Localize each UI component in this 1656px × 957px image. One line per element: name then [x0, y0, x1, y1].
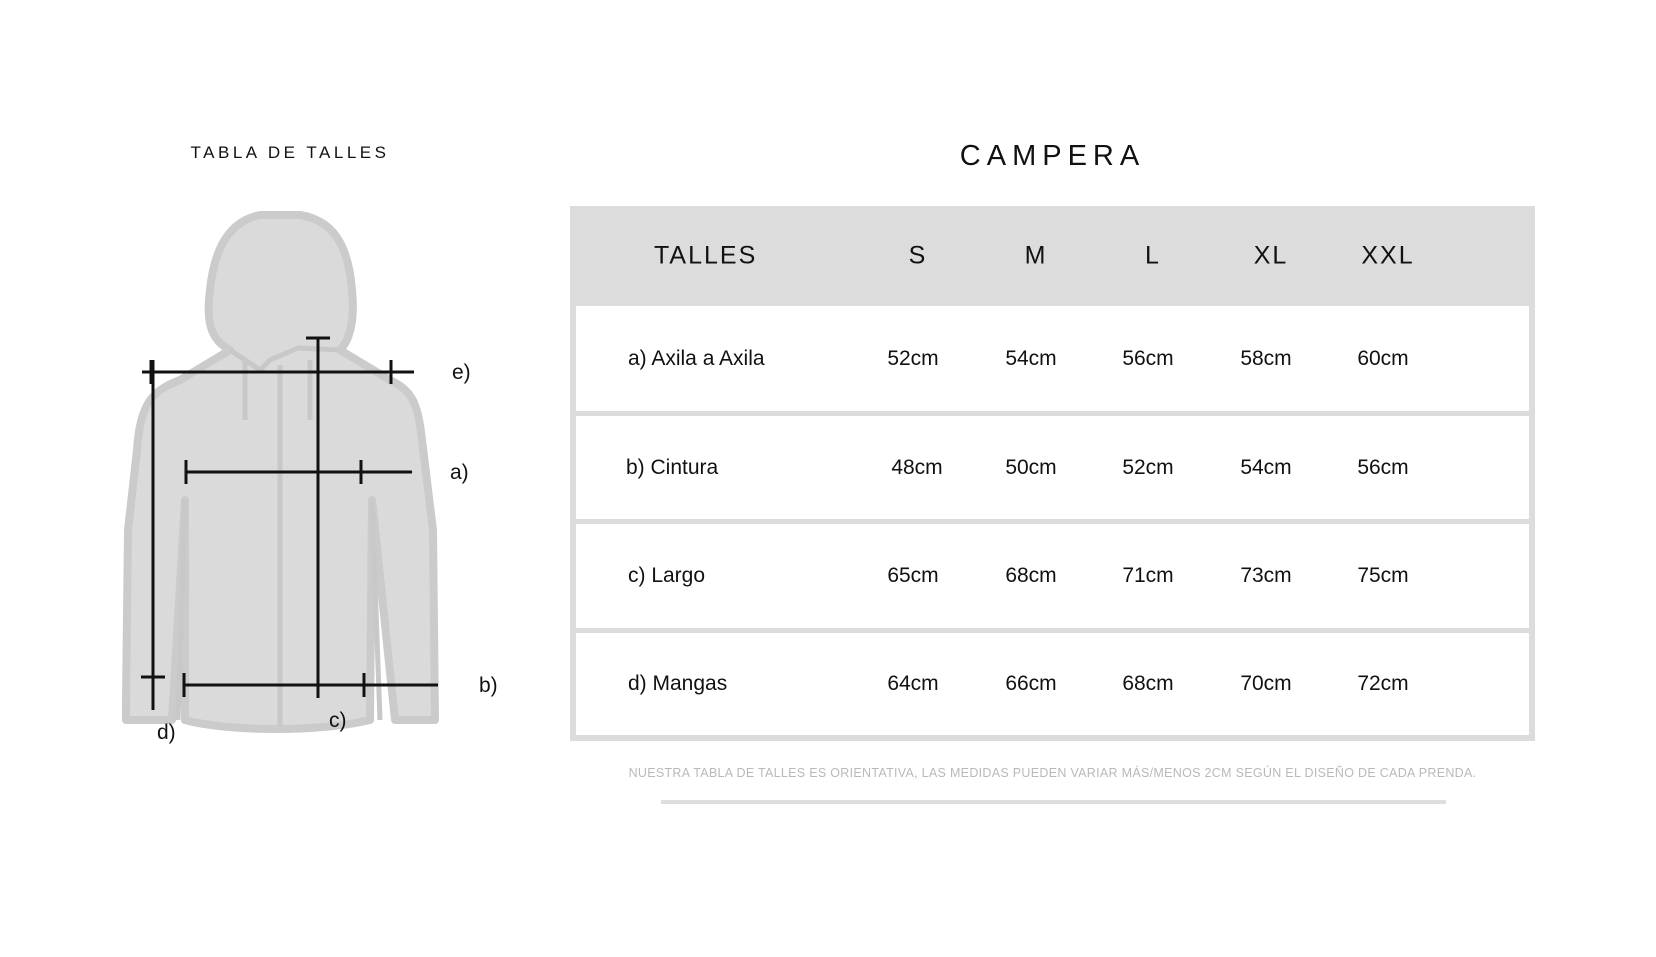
- row-label: a) Axila a Axila: [628, 346, 765, 370]
- row-value-s: 52cm: [887, 346, 939, 370]
- label-a: a): [450, 461, 469, 484]
- size-table: [570, 206, 1535, 741]
- header-talles: TALLES: [654, 241, 758, 270]
- row-value-s: 64cm: [887, 672, 939, 695]
- jacket-measurement-diagram: [110, 200, 510, 800]
- row-value-xl: 73cm: [1240, 564, 1292, 587]
- header-size-l: L: [1145, 241, 1161, 270]
- header-size-xxl: XXL: [1361, 241, 1415, 270]
- table-row: [576, 306, 1529, 411]
- row-value-l: 52cm: [1122, 455, 1174, 479]
- row-value-l: 68cm: [1122, 672, 1174, 695]
- row-value-xxl: 72cm: [1357, 672, 1409, 695]
- row-value-s: 65cm: [887, 564, 939, 587]
- row-value-xxl: 75cm: [1357, 564, 1409, 587]
- header-size-s: S: [908, 241, 928, 270]
- row-value-m: 54cm: [1005, 346, 1057, 370]
- footer-divider: [661, 800, 1446, 804]
- row-value-s: 48cm: [891, 455, 943, 479]
- size-table-header: [570, 206, 1535, 306]
- table-row: [576, 524, 1529, 628]
- row-label: b) Cintura: [626, 455, 719, 479]
- label-b: b): [479, 674, 498, 697]
- row-value-xxl: 56cm: [1357, 455, 1409, 479]
- header-size-xl: XL: [1253, 241, 1289, 270]
- table-title: CAMPERA: [959, 140, 1146, 172]
- row-value-xl: 58cm: [1240, 346, 1292, 370]
- diagram-title: TABLA DE TALLES: [190, 143, 390, 162]
- row-value-xl: 54cm: [1240, 455, 1292, 479]
- row-value-m: 50cm: [1005, 455, 1057, 479]
- table-row: [576, 416, 1529, 519]
- row-value-m: 66cm: [1005, 672, 1057, 695]
- row-value-l: 56cm: [1122, 346, 1174, 370]
- row-value-m: 68cm: [1005, 564, 1057, 587]
- label-e: e): [452, 361, 471, 384]
- row-label: d) Mangas: [628, 672, 728, 695]
- row-value-l: 71cm: [1122, 564, 1174, 587]
- row-value-xl: 70cm: [1240, 672, 1292, 695]
- label-d: d): [157, 721, 176, 744]
- hoodie-illustration: [110, 200, 510, 800]
- size-disclaimer: NUESTRA TABLA DE TALLES ES ORIENTATIVA, LAS MEDIDAS PUEDEN VARIAR MÁS/MENOS 2CM SEGÚN EL DISEÑO DE CADA PRENDA.: [628, 766, 1477, 780]
- label-c: c): [329, 709, 347, 732]
- header-size-m: M: [1024, 241, 1048, 270]
- row-value-xxl: 60cm: [1357, 346, 1409, 370]
- row-label: c) Largo: [628, 564, 706, 587]
- table-row: [576, 633, 1529, 735]
